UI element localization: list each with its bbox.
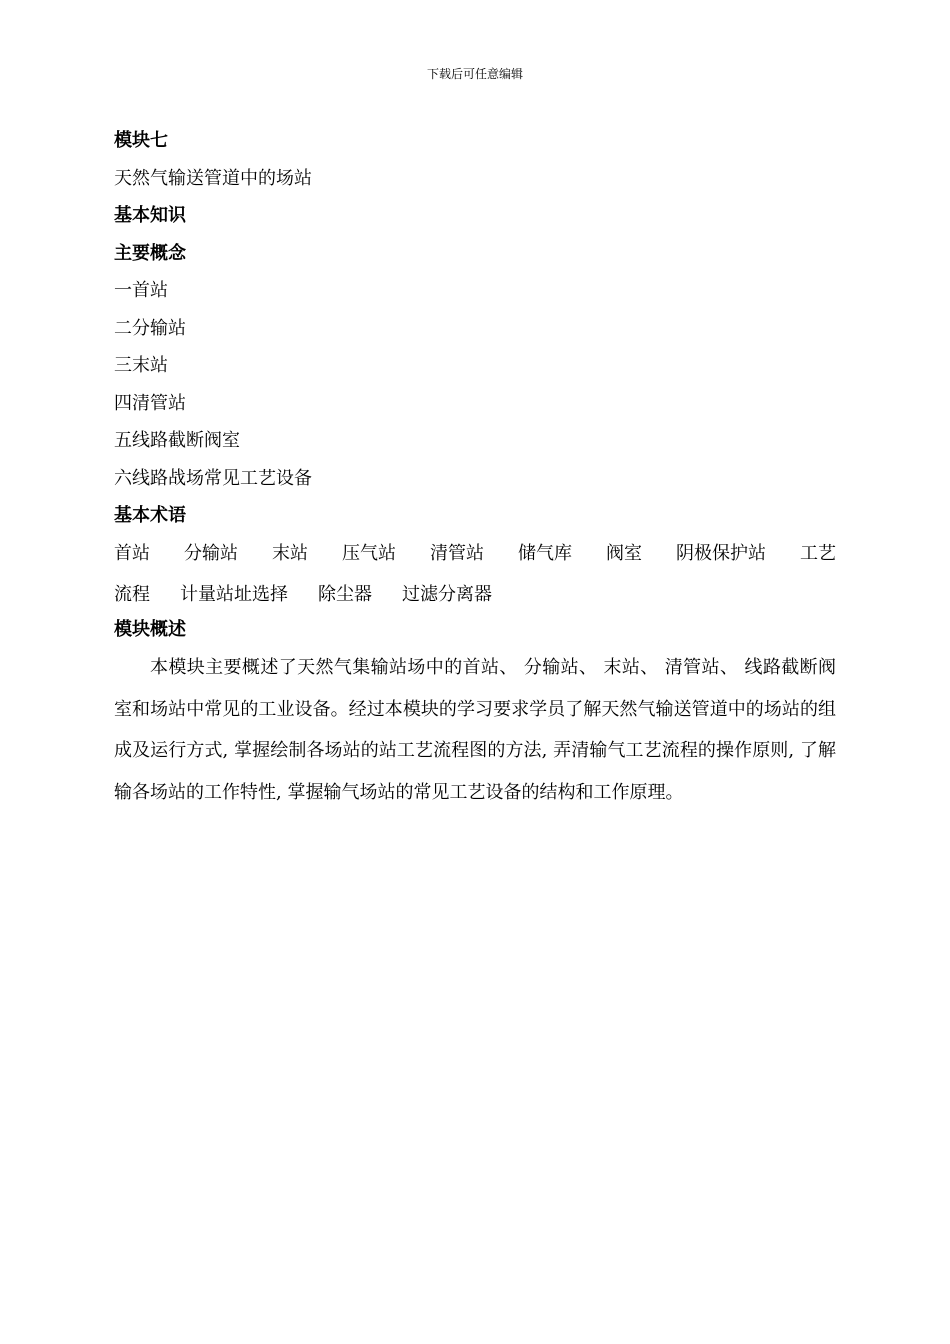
- terms-list: [114, 533, 836, 615]
- overview-paragraph: 本模块主要概述了天然气集输站场中的首站、 分输站、 末站、 清管站、 线路截断阀室和场站中常见的工业设备。经过本模块的学习要求学员了解天然气输送管道中的场站的组成及运行方式, 掌握绘制各场站的站工艺流程图的方法, 弄清输气工艺流程的操作原则, 了解输各场站的工作特性, 掌握输气场站的常见工艺设备的结构和工作原理。: [114, 657, 836, 803]
- term-item: 流程: [114, 583, 150, 605]
- term-item: 储气库: [518, 542, 572, 564]
- term-item: 分输站: [184, 542, 238, 564]
- term-item: 末站: [272, 542, 308, 564]
- module-subtitle: 天然气输送管道中的场站: [114, 167, 312, 189]
- term-item: 阴极保护站: [676, 542, 766, 564]
- terms-row-1: [114, 533, 836, 574]
- header-note: 下载后可任意编辑: [426, 67, 523, 81]
- term-item: 计量站址选择: [180, 583, 288, 605]
- concept-list: [114, 272, 836, 497]
- section-heading-overview: 模块概述: [114, 618, 186, 640]
- term-item: 阀室: [606, 542, 642, 564]
- document-body: [114, 122, 836, 813]
- section-heading-main-concepts: 主要概念: [114, 242, 186, 264]
- section-heading-basic-terms: 基本术语: [114, 505, 186, 526]
- concept-item: 五线路截断阀室: [114, 430, 240, 451]
- term-item: 压气站: [342, 542, 396, 564]
- term-item: 首站: [114, 542, 150, 564]
- concept-item: 一首站: [114, 280, 168, 301]
- section-heading-basic-knowledge: 基本知识: [114, 205, 186, 226]
- concept-item: 三末站: [114, 355, 168, 376]
- concept-item: 二分输站: [114, 317, 186, 339]
- term-item: 工艺: [800, 542, 836, 564]
- concept-item: 六线路战场常见工艺设备: [114, 467, 312, 489]
- terms-row-2: [114, 574, 836, 615]
- module-title: 模块七: [114, 130, 168, 151]
- term-item: 过滤分离器: [402, 583, 492, 605]
- term-item: 除尘器: [318, 583, 372, 605]
- term-item: 清管站: [430, 542, 484, 564]
- concept-item: 四清管站: [114, 392, 186, 414]
